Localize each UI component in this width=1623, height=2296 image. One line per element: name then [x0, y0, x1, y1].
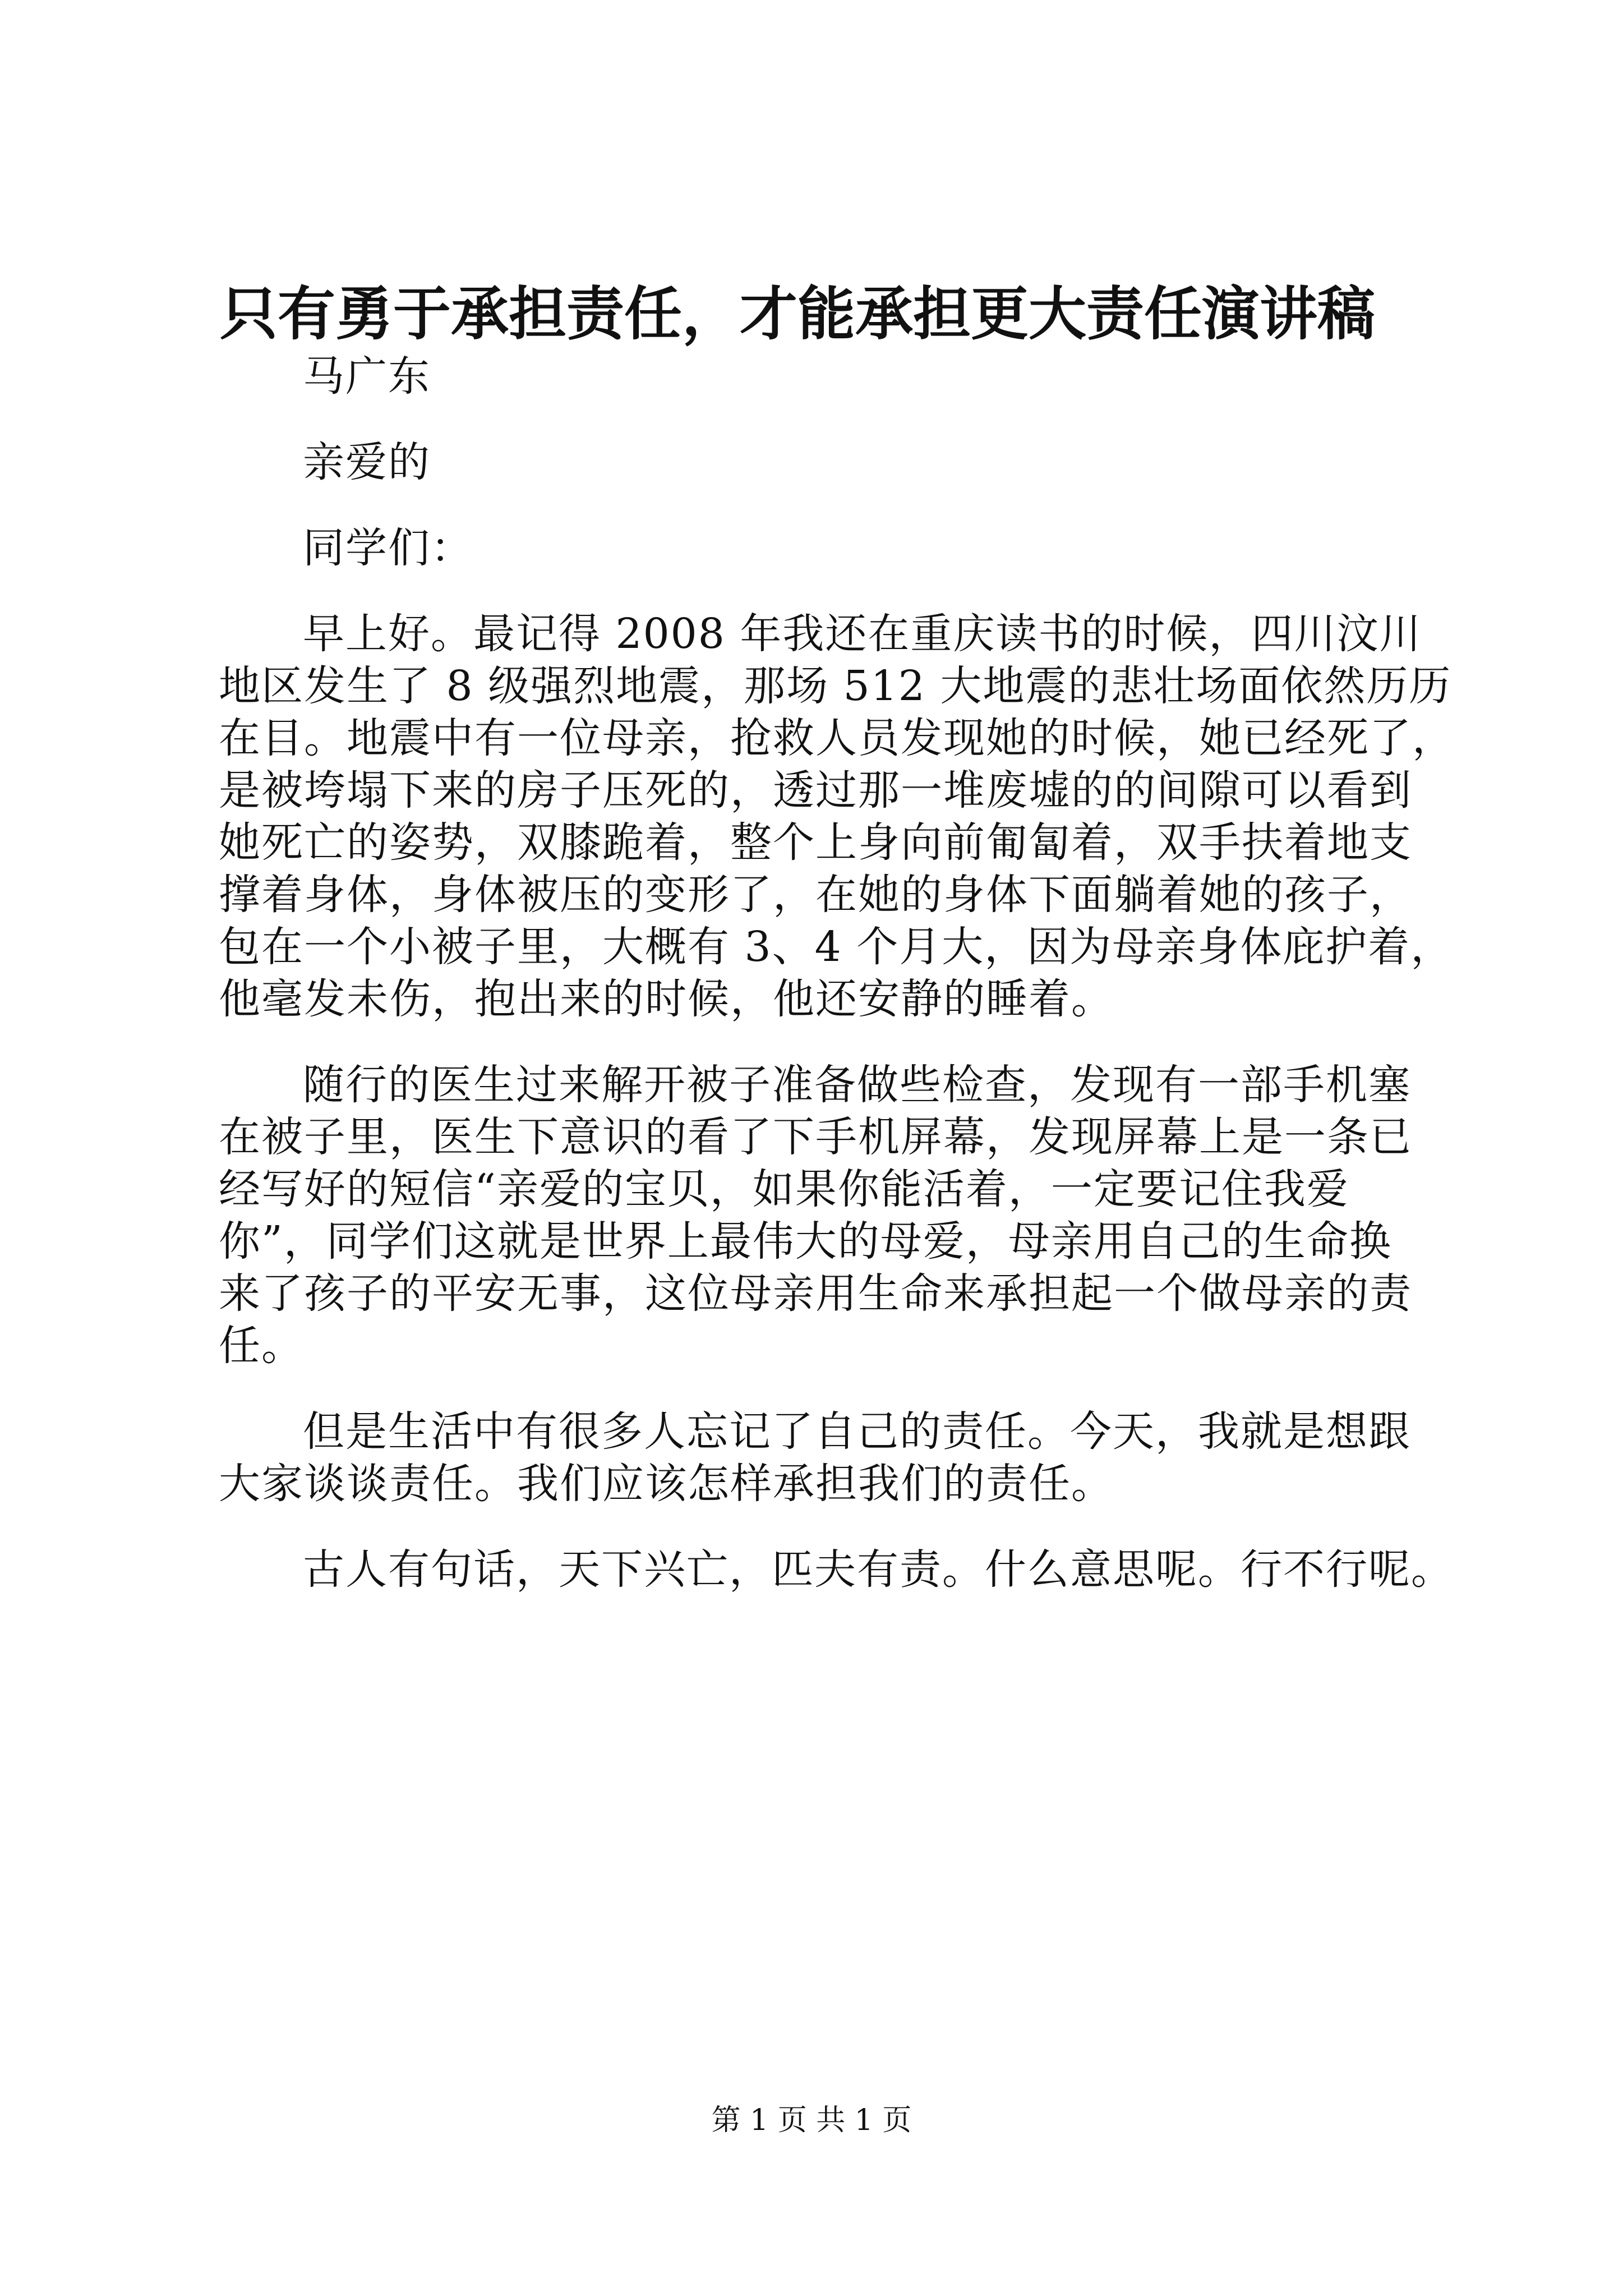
- document-title: 只有勇于承担责任，才能承担更大责任演讲稿: [220, 280, 1375, 348]
- paragraph-line: 大家谈谈责任。我们应该怎样承担我们的责任。: [219, 1460, 1114, 1508]
- paragraph-line: 包在一个小被子里，大概有 3、4 个月大，因为母亲身体庇护着，: [219, 923, 1454, 971]
- paragraph-line: 地区发生了 8 级强烈地震，那场 512 大地震的悲壮场面依然历历: [219, 662, 1452, 710]
- document-body: [219, 351, 1455, 1596]
- paragraph-line: 在被子里，医生下意识的看了下手机屏幕，发现屏幕上是一条已: [219, 1113, 1412, 1161]
- paragraph-line: 她死亡的姿势，双膝跪着，整个上身向前匍匐着，双手扶着地支: [219, 818, 1412, 867]
- paragraph-line: 任。: [219, 1322, 304, 1370]
- paragraph-line: 早上好。最记得 2008 年我还在重庆读书的时候，四川汶川: [303, 610, 1422, 658]
- paragraph-line: 撑着身体，身体被压的变形了，在她的身体下面躺着她的孩子，: [219, 871, 1412, 919]
- paragraph-line: 在目。地震中有一位母亲，抢救人员发现她的时候，她已经死了，: [219, 714, 1455, 762]
- paragraph-line: 但是生活中有很多人忘记了自己的责任。今天，我就是想跟: [303, 1407, 1411, 1456]
- paragraph-line: 古人有句话，天下兴亡，匹夫有责。什么意思呢。行不行呢。: [303, 1545, 1454, 1594]
- paragraph-line: 你”，同学们这就是世界上最伟大的母爱，母亲用自己的生命换: [219, 1217, 1392, 1266]
- paragraph-line: 是被垮塌下来的房子压死的，透过那一堆废墟的的间隙可以看到: [219, 766, 1412, 815]
- salutation-line-2: 同学们：: [303, 524, 473, 572]
- paragraph-line: 来了孩子的平安无事，这位母亲用生命来承担起一个做母亲的责: [219, 1269, 1412, 1318]
- paragraph-line: 他毫发未伤，抱出来的时候，他还安静的睡着。: [219, 975, 1114, 1023]
- paragraph-2: [219, 1059, 1430, 1372]
- paragraph-4: [219, 1544, 1454, 1596]
- page-footer: 第 1 页 共 1 页: [711, 2104, 912, 2137]
- author-line: 马广东: [303, 352, 431, 401]
- paragraph-line: 随行的医生过来解开被子准备做些检查，发现有一部手机塞: [303, 1061, 1411, 1109]
- salutation-line-1: 亲爱的: [303, 438, 431, 486]
- paragraph-3: [219, 1406, 1430, 1510]
- paragraph-1: [219, 608, 1455, 1025]
- paragraph-line: 经写好的短信“亲爱的宝贝，如果你能活着，一定要记住我爱: [219, 1165, 1349, 1213]
